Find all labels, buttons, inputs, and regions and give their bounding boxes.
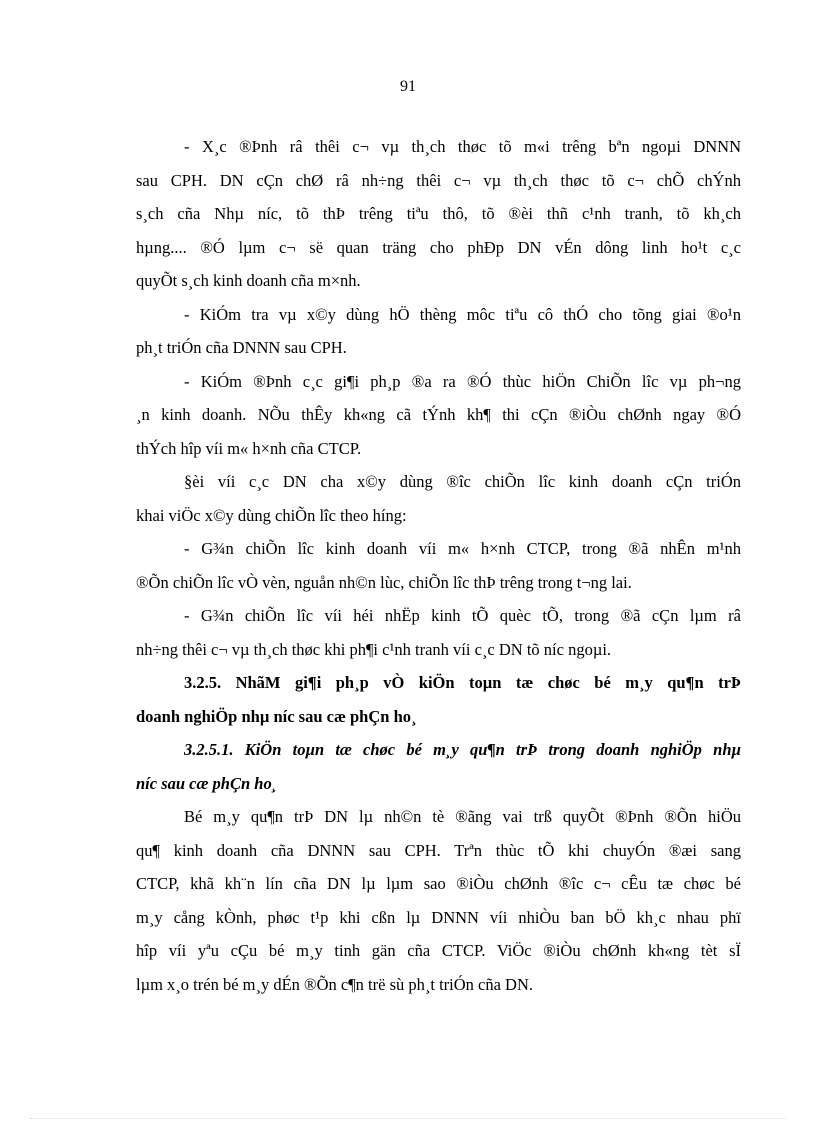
body-paragraph [136,365,741,466]
text-line: hµng.... ®Ó lµm c¬ së quan träng cho phÐp DN vÉn dông linh ho¹t c¸c [136,237,741,257]
text-line: ph¸t triÓn cña DNNN sau CPH. [136,338,347,357]
body-paragraph [136,599,741,666]
text-line: - X¸c ®Þnh râ thêi c¬ vµ th¸ch thøc tõ m«i trêng bªn ngoµi DNNN [184,137,741,156]
text-line: qu¶ kinh doanh cña DNNN sau CPH. Trªn thùc tÕ khi chuyÓn ®æi sang [136,840,741,860]
text-line: hîp víi yªu cÇu bé m¸y tinh gän cña CTCP. ViÖc ®iÒu chØnh kh«ng tèt sÏ [136,941,741,960]
text-line: quyÕt s¸ch kinh doanh cña m×nh. [136,271,361,290]
text-line: ®Õn chiÕn lîc vÒ vèn, nguån nh©n lùc, chiÕn lîc thÞ trêng trong t¬ng lai. [136,572,632,592]
section-heading [136,733,741,800]
page-number: 91 [400,78,416,95]
text-line: nh÷ng thêi c¬ vµ th¸ch thøc khi ph¶i c¹nh tranh víi c¸c DN tõ níc ngoµi. [136,639,612,659]
text-line: sau CPH. DN cÇn chØ râ nh÷ng thêi c¬ vµ th¸ch thøc tõ c¬ chÕ chÝnh [136,170,741,190]
text-line: - KiÓm ®Þnh c¸c gi¶i ph¸p ®a ra ®Ó thùc hiÖn ChiÕn lîc vµ ph¬ng [184,371,741,391]
document-body [136,130,741,1001]
text-line: - G¾n chiÕn lîc kinh doanh víi m« h×nh CTCP, trong ®ã nhÊn m¹nh [184,539,741,558]
text-line: níc sau cæ phÇn ho¸ [136,773,278,793]
text-line: doanh nghiÖp nhµ níc sau cæ phÇn ho¸ [136,706,417,726]
text-line: khai viÖc x©y dùng chiÕn lîc theo híng: [136,505,407,525]
text-line: - KiÓm tra vµ x©y dùng hÖ thèng môc tiªu cô thÓ cho tõng giai ®o¹n [184,304,741,324]
text-line: lµm x¸o trén bé m¸y dÉn ®Õn c¶n trë sù ph¸t triÓn cña DN. [136,974,534,994]
body-paragraph [136,465,741,532]
text-line: s¸ch cña Nhµ níc, tõ thÞ trêng tiªu thô, tõ ®èi thñ c¹nh tranh, tõ kh¸ch [136,204,741,223]
text-line: m¸y cång kÒnh, phøc t¹p khi cßn lµ DNNN víi nhiÒu ban bÖ kh¸c nhau phï [136,907,741,927]
section-heading [136,666,741,733]
body-paragraph [136,130,741,298]
text-line: thÝch hîp víi m« h×nh cña CTCP. [136,438,362,458]
body-paragraph [136,298,741,365]
footer-rule [30,1118,786,1119]
text-line: Bé m¸y qu¶n trÞ DN lµ nh©n tè ®ãng vai trß quyÕt ®Þnh ®Õn hiÖu [184,807,741,826]
text-line: 3.2.5.1. KiÖn toµn tæ chøc bé m¸y qu¶n trÞ trong doanh nghiÖp nhµ [184,740,741,759]
body-paragraph [136,800,741,1001]
text-line: §èi víi c¸c DN cha x©y dùng ®îc chiÕn lîc kinh doanh cÇn triÓn [184,472,741,491]
text-line: - G¾n chiÕn lîc víi héi nhËp kinh tÕ quèc tÕ, trong ®ã cÇn lµm râ [184,606,741,625]
text-line: CTCP, khã kh¨n lín cña DN lµ lµm sao ®iÒu chØnh ®îc c¬ cÊu tæ chøc bé [136,874,741,893]
text-line: 3.2.5. NhãM gi¶i ph¸p vÒ kiÖn toµn tæ chøc bé m¸y qu¶n trÞ [184,673,741,692]
text-line: ¸n kinh doanh. NÕu thÊy kh«ng cã tÝnh kh¶ thi cÇn ®iÒu chØnh ngay ®Ó [136,405,741,424]
body-paragraph [136,532,741,599]
